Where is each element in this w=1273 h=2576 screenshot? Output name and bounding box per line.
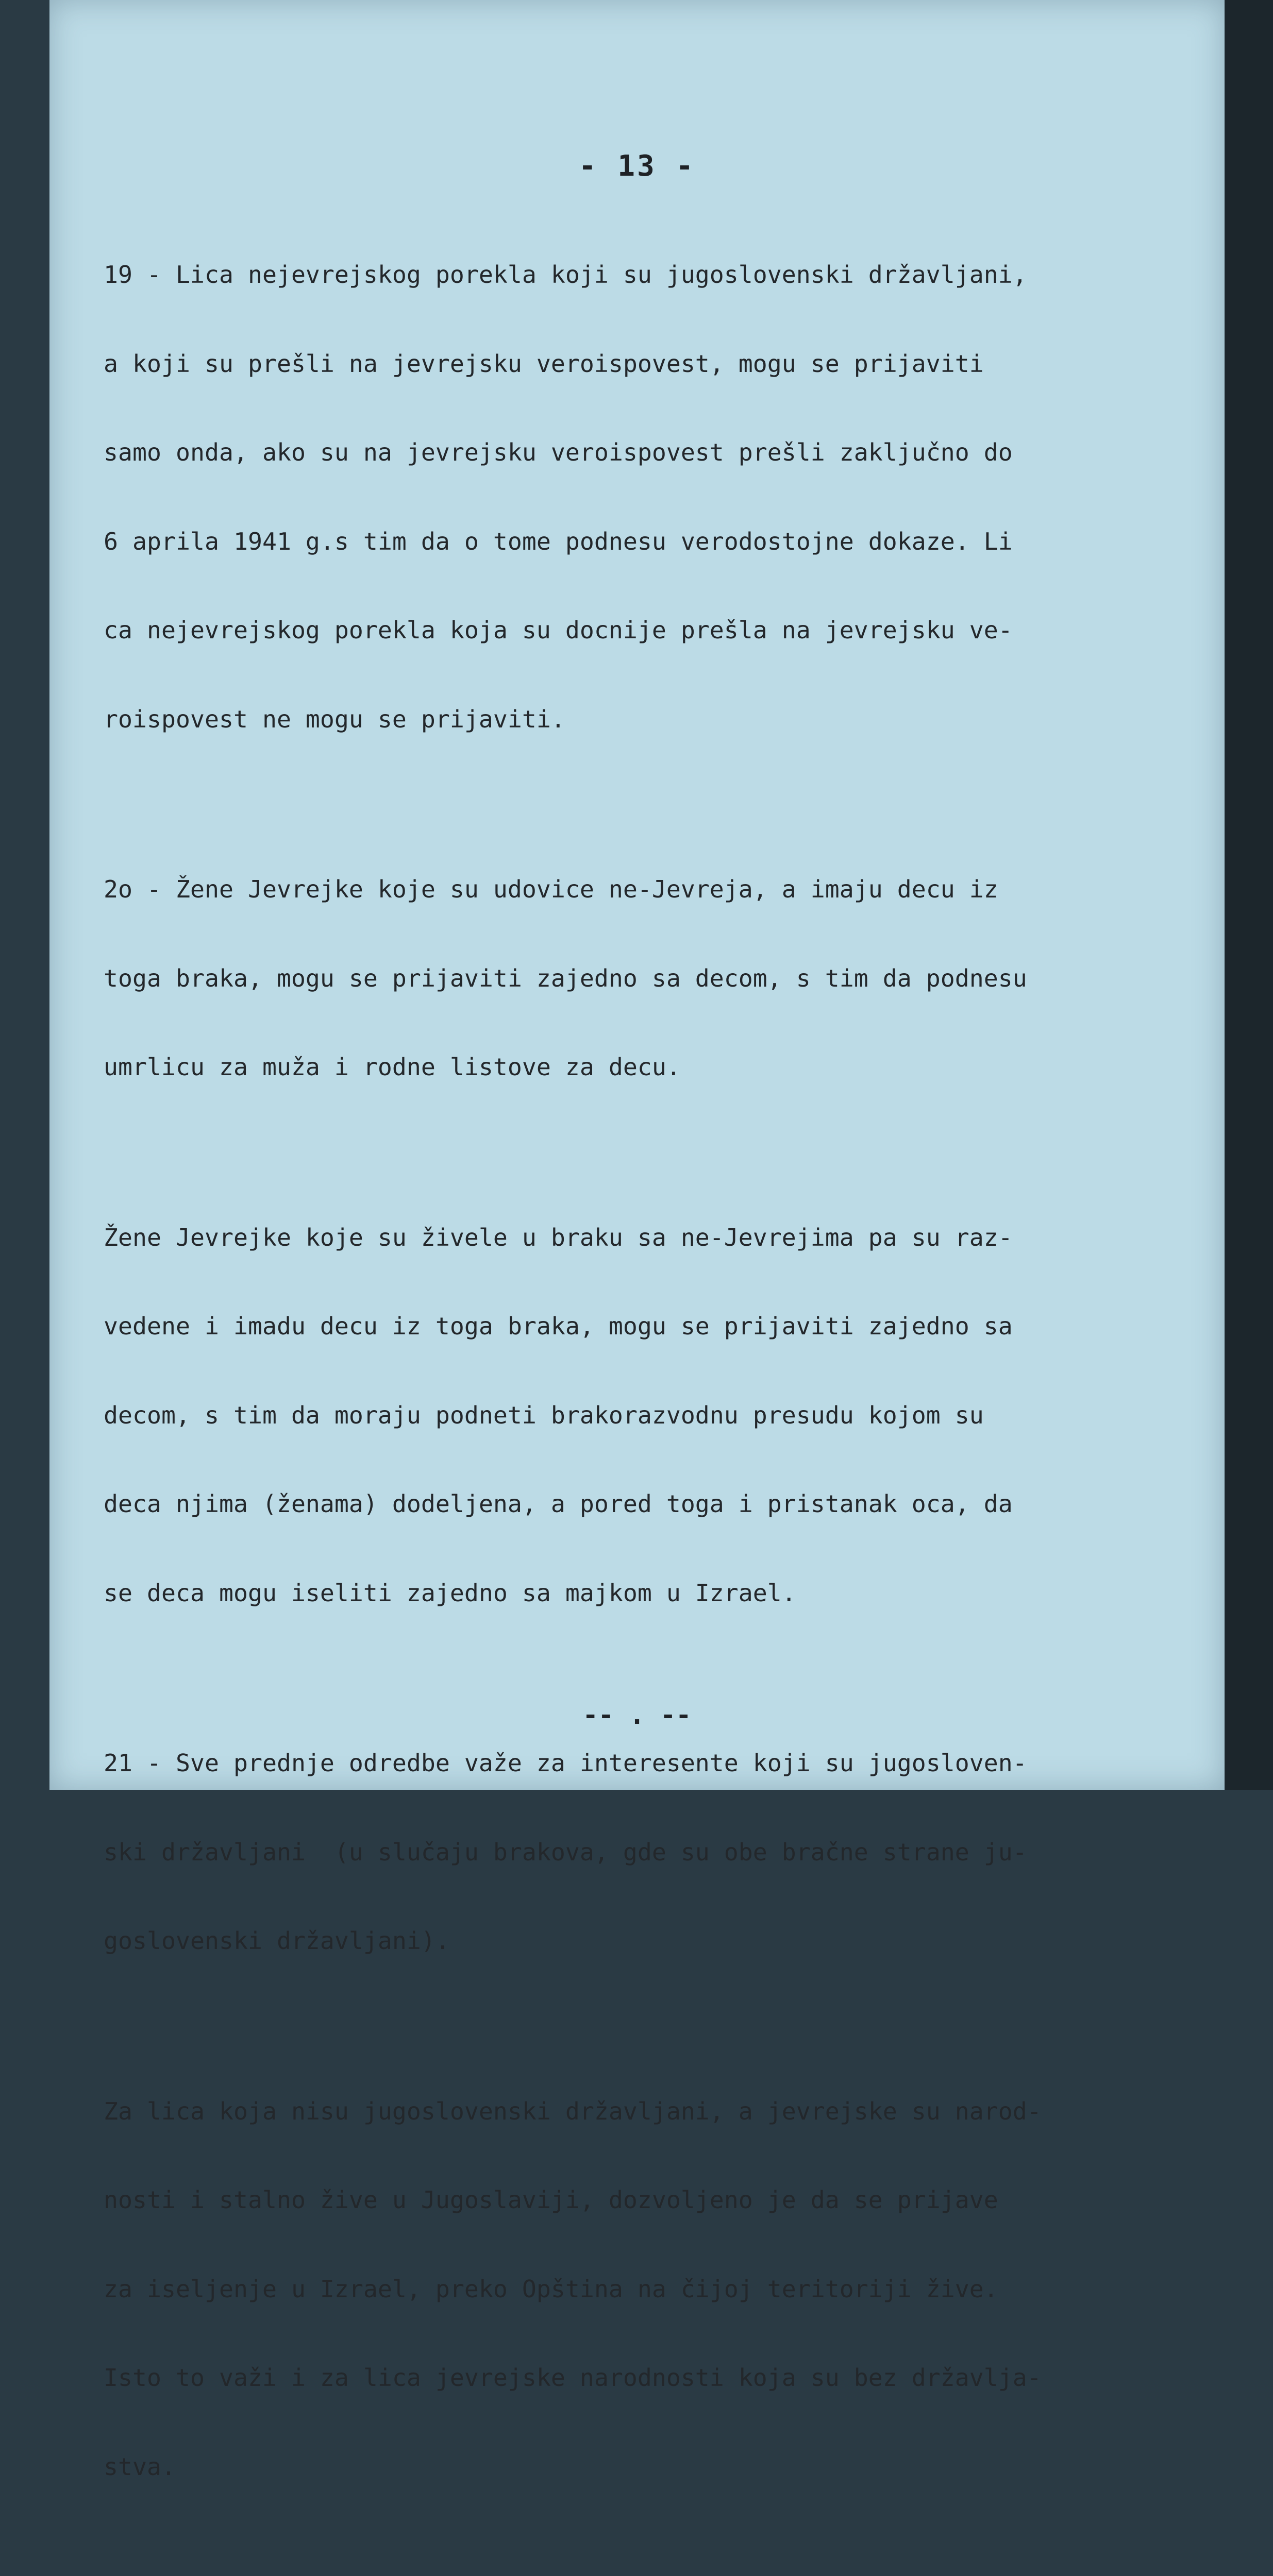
text-line: stva. [104, 2452, 176, 2481]
text-line: a koji su prešli na jevrejsku veroispovest, mogu se prijaviti [104, 349, 984, 378]
text-line: deca njima (ženama) dodeljena, a pored toga i pristanak oca, da [104, 1490, 1013, 1518]
document-page [49, 0, 1225, 2481]
text-line: ca nejevrejskog porekla koja su docnije prešla na jevrejsku ve- [104, 616, 1013, 644]
text-line: Isto to važi i za lica jevrejske narodnosti koja su bez državlja- [104, 2364, 1042, 2392]
body-text [104, 201, 1191, 2576]
text-line: roispovest ne mogu se prijaviti. [104, 705, 565, 733]
text-line: decom, s tim da moraju podneti brakorazvodnu presudu kojom su [104, 1401, 984, 1429]
text-line: 2o - Žene Jevrejke koje su udovice ne-Jevreja, a imaju decu iz [104, 875, 998, 903]
text-line: 21 - Sve prednje odredbe važe za interesente koji su jugosloven- [104, 1749, 1027, 1777]
text-line: Za lica koja nisu jugoslovenski državljani, a jevrejske su narod- [104, 2097, 1042, 2125]
paragraph-21-passports [104, 2563, 1191, 2576]
paragraph-21-foreign-residents [104, 2038, 1191, 2541]
text-line: nosti i stalno žive u Jugoslaviji, dozvoljeno je da se prijave [104, 2186, 998, 2214]
text-line: Žene Jevrejke koje su živele u braku sa ne-Jevrejima pa su raz- [104, 1223, 1013, 1251]
text-line: ski državljani (u slučaju brakova, gde su obe bračne strane ju- [104, 1838, 1027, 1866]
page-end-marker: -- . -- [582, 1700, 692, 1730]
text-line: umrlicu za muža i rodne listove za decu. [104, 1053, 681, 1081]
text-line: 19 - Lica nejevrejskog porekla koji su jugoslovenski državljani, [104, 261, 1027, 289]
scan-edge [1225, 0, 1273, 1790]
text-line: za iseljenje u Izrael, preko Opština na čijoj teritoriji žive. [104, 2275, 998, 2303]
paragraph-21 [104, 1689, 1191, 2015]
paragraph-20-divorced [104, 1164, 1191, 1668]
text-line: toga braka, mogu se prijaviti zajedno sa decom, s tim da podnesu [104, 964, 1027, 992]
text-line: se deca mogu iseliti zajedno sa majkom u Izrael. [104, 1579, 796, 1607]
text-line: samo onda, ako su na jevrejsku veroispovest prešli zaključno do [104, 438, 1013, 466]
paragraph-20 [104, 816, 1191, 1142]
text-line: vedene i imadu decu iz toga braka, mogu se prijaviti zajedno sa [104, 1312, 1013, 1340]
text-line: 6 aprila 1941 g.s tim da o tome podnesu verodostojne dokaze. Li [104, 527, 1013, 555]
paragraph-19 [104, 201, 1191, 793]
page-number: - 13 - [578, 149, 696, 183]
text-line: goslovenski državljani). [104, 1927, 450, 1955]
